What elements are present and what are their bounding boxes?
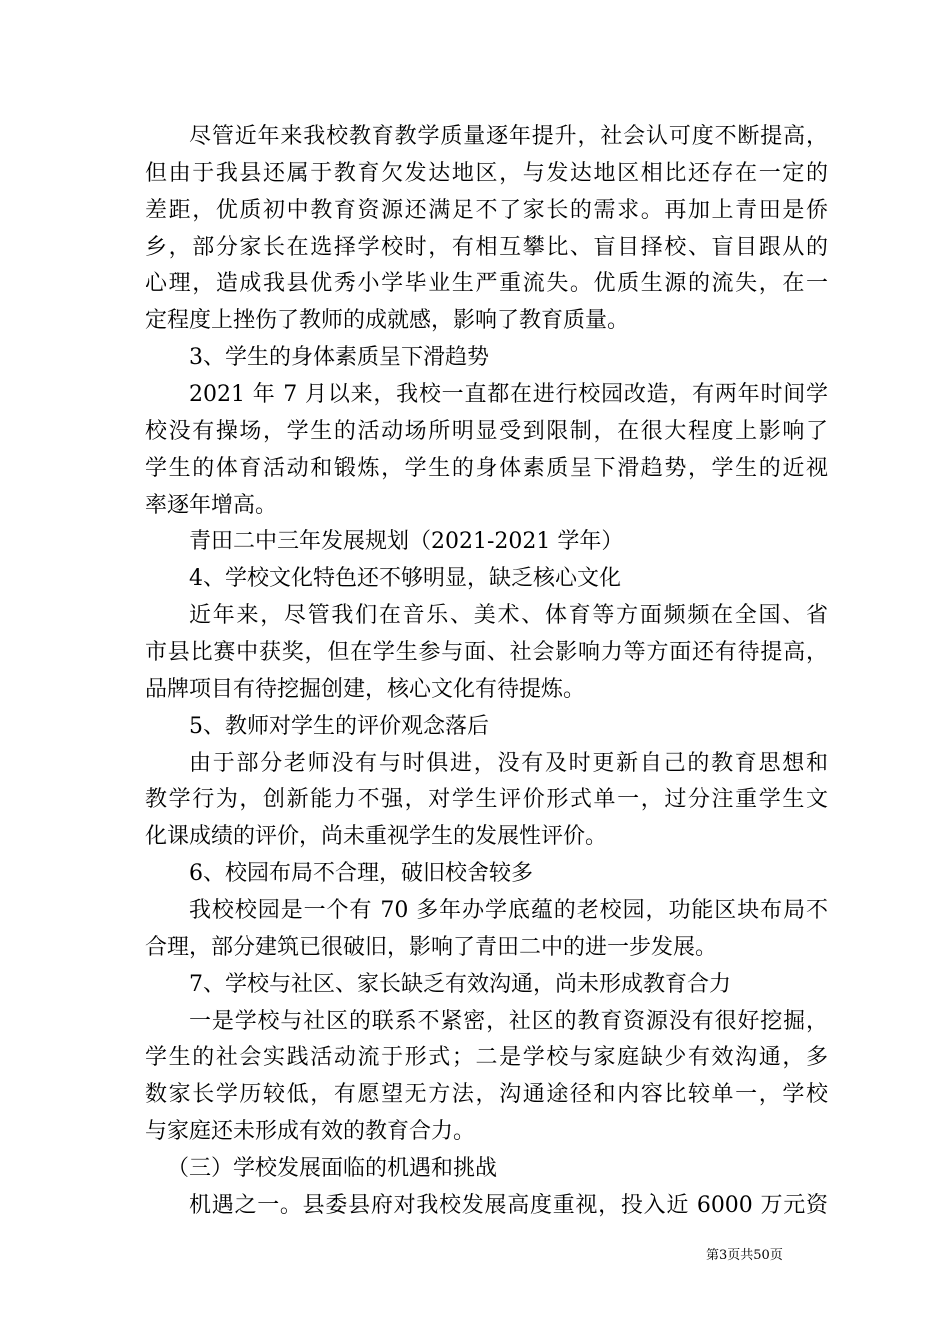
text-line: 差距，优质初中教育资源还满足不了家长的需求。再加上青田是侨 bbox=[145, 197, 828, 223]
text-line: 我校校园是一个有 70 多年办学底蕴的老校园，功能区块布局不 bbox=[189, 898, 828, 924]
text-line: 由于部分老师没有与时俱进，没有及时更新自己的教育思想和 bbox=[189, 750, 828, 776]
text-line: 机遇之一。县委县府对我校发展高度重视，投入近 6000 万元资 bbox=[189, 1192, 828, 1218]
text-line: 乡，部分家长在选择学校时，有相互攀比、盲目择校、盲目跟从的 bbox=[145, 234, 828, 260]
section-heading: 4、学校文化特色还不够明显，缺乏核心文化 bbox=[189, 566, 621, 592]
text-line: 一是学校与社区的联系不紧密，社区的教育资源没有很好挖掘， bbox=[189, 1008, 828, 1034]
text-line: 学生的社会实践活动流于形式；二是学校与家庭缺少有效沟通，多 bbox=[145, 1045, 828, 1071]
text-line: 率逐年增高。 bbox=[145, 492, 278, 518]
text-line: 品牌项目有待挖掘创建，核心文化有待提炼。 bbox=[145, 676, 586, 702]
text-line: 合理，部分建筑已很破旧，影响了青田二中的进一步发展。 bbox=[145, 934, 718, 960]
plan-title: 青田二中三年发展规划（2021-2021 学年） bbox=[189, 529, 624, 555]
text-line: 2021 年 7 月以来，我校一直都在进行校园改造，有两年时间学 bbox=[189, 382, 828, 408]
text-line: 化课成绩的评价，尚未重视学生的发展性评价。 bbox=[145, 824, 608, 850]
section-heading: 5、教师对学生的评价观念落后 bbox=[189, 713, 489, 739]
text-line: 校没有操场，学生的活动场所明显受到限制，在很大程度上影响了 bbox=[145, 418, 828, 444]
text-line: 学生的体育活动和锻炼，学生的身体素质呈下滑趋势，学生的近视 bbox=[145, 455, 828, 481]
section-heading: 6、校园布局不合理，破旧校舍较多 bbox=[189, 861, 533, 887]
section-heading: （三）学校发展面临的机遇和挑战 bbox=[167, 1156, 498, 1182]
text-line: 心理，造成我县优秀小学毕业生严重流失。优质生源的流失，在一 bbox=[145, 271, 828, 297]
text-line: 市县比赛中获奖，但在学生参与面、社会影响力等方面还有待提高， bbox=[145, 640, 828, 666]
section-heading: 3、学生的身体素质呈下滑趋势 bbox=[189, 345, 489, 371]
text-line: 数家长学历较低，有愿望无方法，沟通途径和内容比较单一，学校 bbox=[145, 1082, 828, 1108]
page-number: 第3页共50页 bbox=[706, 1248, 783, 1263]
text-line: 尽管近年来我校教育教学质量逐年提升，社会认可度不断提高， bbox=[189, 124, 828, 149]
section-heading: 7、学校与社区、家长缺乏有效沟通，尚未形成教育合力 bbox=[189, 971, 731, 997]
text-line: 但由于我县还属于教育欠发达地区，与发达地区相比还存在一定的 bbox=[145, 160, 828, 186]
text-line: 与家庭还未形成有效的教育合力。 bbox=[145, 1119, 476, 1145]
body-text bbox=[145, 119, 828, 1225]
text-line: 近年来，尽管我们在音乐、美术、体育等方面频频在全国、省 bbox=[189, 603, 828, 629]
text-line: 教学行为，创新能力不强，对学生评价形式单一，过分注重学生文 bbox=[145, 787, 828, 813]
text-line: 定程度上挫伤了教师的成就感，影响了教育质量。 bbox=[145, 308, 630, 334]
